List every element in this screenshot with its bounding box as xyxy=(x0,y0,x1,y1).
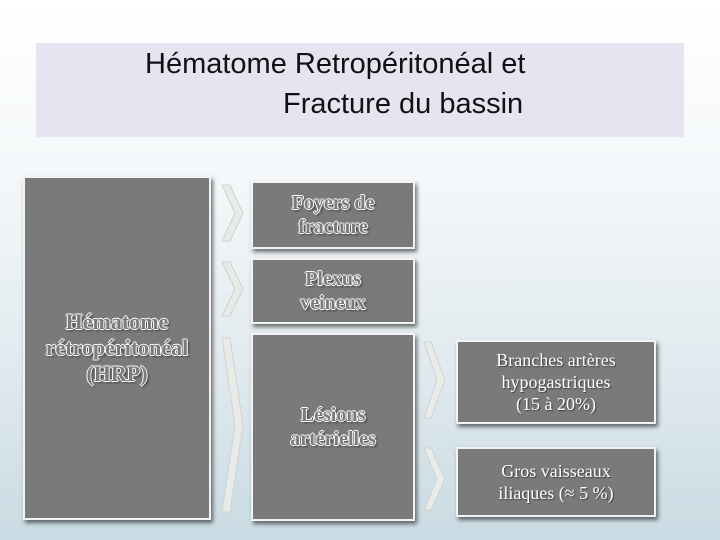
branches-arteres-box xyxy=(456,340,656,424)
arrow-lesions-to-gros xyxy=(424,448,445,510)
foyers-de-fracture-box xyxy=(251,181,415,249)
slide-title-line-2: Fracture du bassin xyxy=(283,88,524,120)
arrow-hrp-to-lesions xyxy=(222,338,243,512)
arrow-hrp-to-plexus xyxy=(222,262,243,316)
gros-vaisseaux-box xyxy=(456,447,656,517)
lesions-label: Lésions artérielles xyxy=(290,404,376,450)
hrp-label: Hématome rétropéritonéal (HRP) xyxy=(45,309,189,386)
slide-title-line-1: Hématome Retropéritonéal et xyxy=(145,48,526,80)
arrow-lesions-to-branches xyxy=(424,342,445,418)
plexus-label: Plexus veineux xyxy=(300,268,366,314)
hrp-box xyxy=(23,176,211,520)
plexus-veineux-box xyxy=(251,258,415,324)
foyers-label: Foyers de fracture xyxy=(291,192,375,238)
arrow-hrp-to-foyers xyxy=(222,185,243,241)
gros-label: Gros vaisseaux iliaques (≈ 5 %) xyxy=(498,461,614,503)
lesions-arterielles-box xyxy=(251,333,415,521)
branches-label: Branches artères hypogastriques (15 à 20%) xyxy=(496,350,616,414)
